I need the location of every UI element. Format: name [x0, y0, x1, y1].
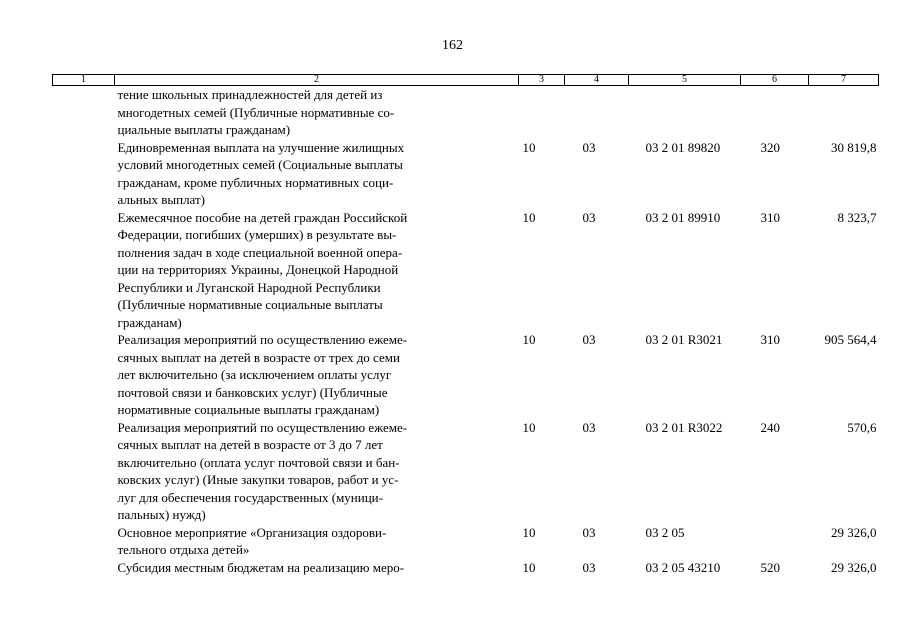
target-article-cell [629, 86, 741, 139]
item-name-cell [115, 331, 519, 419]
amount-cell: 570,6 [847, 419, 877, 435]
budget-table [52, 74, 879, 576]
item-name-line: полнения задач в ходе специальной военной опера- [117, 244, 403, 260]
section-code-cell: 10 [522, 524, 536, 540]
item-name-line: лет включительно (за исключением оплаты услуг [117, 367, 392, 382]
table-row [53, 209, 879, 332]
item-name-cell [115, 419, 519, 524]
item-name-line: Реализация мероприятий по осуществлению ежеме- [117, 419, 408, 435]
item-name-line: тение школьных принадлежностей для детей из [117, 87, 383, 102]
item-name-line: нормативные социальные выплаты гражданам) [117, 402, 380, 417]
target-article-cell: 03 2 01 89910 [645, 209, 721, 225]
item-name-line: многодетных семей (Публичные нормативные со- [117, 104, 395, 120]
subsection-code-cell: 03 [582, 332, 596, 347]
item-name-line: сячных выплат на детей в возрасте от 3 до 7 лет [117, 437, 383, 452]
item-name-line: гражданам, кроме публичных нормативных соци- [117, 174, 394, 190]
column-header: 4 [565, 75, 629, 86]
amount-cell: 29 326,0 [831, 524, 877, 540]
amount-cell [809, 86, 879, 139]
expense-type-cell: 320 [760, 139, 780, 155]
expense-type-cell: 240 [760, 419, 780, 435]
target-article-cell: 03 2 05 43210 [645, 559, 721, 575]
item-name-line: Республики и Луганской Народной Республики [117, 279, 381, 295]
target-article-cell: 03 2 01 R3021 [645, 332, 723, 347]
item-name-line: ковских услуг) (Иные закупки товаров, работ и ус- [117, 472, 399, 487]
item-name-line: Основное мероприятие «Организация оздорови- [117, 524, 387, 540]
target-article-cell: 03 2 01 89820 [645, 139, 721, 155]
target-article-cell: 03 2 05 [645, 524, 685, 540]
item-name-line: сячных выплат на детей в возрасте от трех до семи [117, 349, 400, 365]
item-name-line: тельного отдыха детей» [117, 542, 250, 557]
table-row [53, 86, 879, 139]
item-name-line: альных выплат) [117, 192, 206, 207]
expense-type-cell: 310 [760, 332, 780, 347]
table-row [53, 419, 879, 524]
item-name-line: луг для обеспечения государственных (муници- [117, 489, 383, 505]
item-name-line: гражданам) [117, 314, 182, 330]
column-header: 5 [629, 75, 741, 86]
expense-type-cell [741, 86, 809, 139]
amount-cell: 29 326,0 [831, 559, 877, 575]
column-header: 3 [519, 75, 565, 86]
item-name-line: Ежемесячное пособие на детей граждан Российской [117, 209, 408, 225]
subsection-code-cell: 03 [582, 524, 596, 540]
subsection-code-cell: 03 [582, 559, 596, 575]
item-name-line: пальных) нужд) [117, 507, 206, 522]
subsection-code-cell: 03 [582, 419, 596, 435]
item-name-cell [115, 559, 519, 577]
section-code-cell [519, 86, 565, 139]
column-header: 6 [741, 75, 809, 86]
row-number-cell [53, 331, 115, 419]
expense-type-cell: 310 [760, 209, 780, 225]
page-number: 162 [442, 38, 463, 53]
item-name-line: условий многодетных семей (Социальные выплаты [117, 157, 403, 172]
item-name-cell [115, 86, 519, 139]
row-number-cell [53, 209, 115, 332]
item-name-cell [115, 139, 519, 209]
table-row [53, 559, 879, 577]
row-number-cell [53, 419, 115, 524]
item-name-line: включительно (оплата услуг почтовой связи и бан- [117, 454, 400, 470]
item-name-line: Единовременная выплата на улучшение жилищных [117, 139, 405, 155]
expense-type-cell [741, 524, 809, 559]
column-header: 2 [115, 75, 519, 86]
amount-cell: 8 323,7 [837, 209, 877, 225]
item-name-line: Реализация мероприятий по осуществлению ежеме- [117, 332, 408, 347]
amount-cell: 30 819,8 [831, 139, 877, 155]
table-body [53, 86, 879, 577]
table-row [53, 524, 879, 559]
subsection-code-cell: 03 [582, 139, 596, 155]
item-name-line: почтовой связи и банковских услуг) (Публичные [117, 384, 388, 400]
section-code-cell: 10 [522, 332, 536, 347]
row-number-cell [53, 86, 115, 139]
column-header: 7 [809, 75, 879, 86]
target-article-cell: 03 2 01 R3022 [645, 419, 723, 435]
row-number-cell [53, 139, 115, 209]
table-row [53, 139, 879, 209]
section-code-cell: 10 [522, 559, 536, 575]
row-number-cell [53, 559, 115, 577]
column-header: 1 [53, 75, 115, 86]
column-number-row [53, 75, 879, 86]
section-code-cell: 10 [522, 139, 536, 155]
expense-type-cell: 520 [760, 559, 780, 575]
item-name-cell [115, 524, 519, 559]
subsection-code-cell [565, 86, 629, 139]
item-name-line: циальные выплаты гражданам) [117, 122, 291, 137]
row-number-cell [53, 524, 115, 559]
section-code-cell: 10 [522, 209, 536, 225]
item-name-line: Федерации, погибших (умерших) в результате вы- [117, 227, 397, 242]
item-name-line: ции на территориях Украины, Донецкой Народной [117, 262, 399, 277]
amount-cell: 905 564,4 [824, 332, 877, 347]
table-row [53, 331, 879, 419]
item-name-line: Субсидия местным бюджетам на реализацию меро- [117, 559, 405, 575]
item-name-cell [115, 209, 519, 332]
section-code-cell: 10 [522, 419, 536, 435]
item-name-line: (Публичные нормативные социальные выплаты [117, 297, 383, 312]
subsection-code-cell: 03 [582, 209, 596, 225]
table-header [53, 75, 879, 86]
